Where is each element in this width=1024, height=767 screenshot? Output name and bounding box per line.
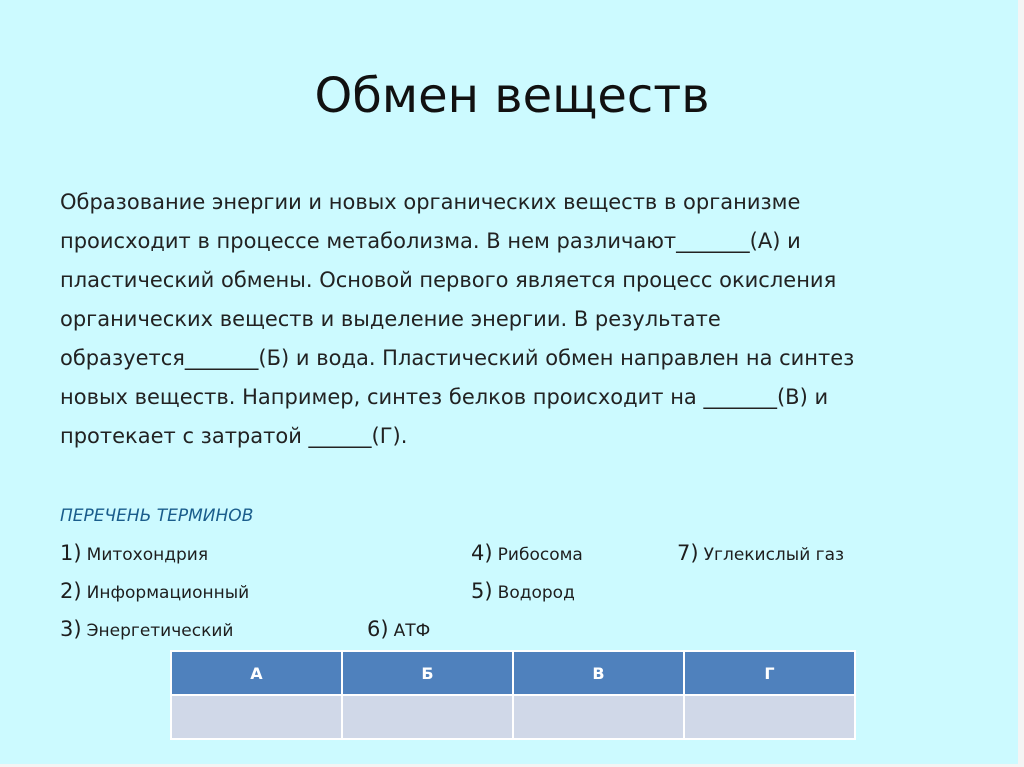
term-item-3 bbox=[60, 617, 233, 641]
term-text: Рибосома bbox=[497, 545, 583, 565]
answer-header-g: Г bbox=[684, 651, 855, 695]
paragraph-line: образуется_______(Б) и вода. Пластический обмен направлен на синтез bbox=[60, 346, 855, 370]
paragraph-line: новых веществ. Например, синтез белков происходит на _______(В) и bbox=[60, 385, 829, 409]
answer-table-header-row bbox=[171, 651, 855, 695]
term-number: 2) bbox=[60, 579, 82, 603]
term-item-7 bbox=[677, 541, 844, 565]
task-paragraph bbox=[60, 183, 960, 456]
term-text: Информационный bbox=[86, 583, 250, 603]
answer-table-row bbox=[171, 695, 855, 739]
answer-cell-g[interactable] bbox=[684, 695, 855, 739]
term-number: 1) bbox=[60, 541, 82, 565]
term-text: Митохондрия bbox=[86, 545, 209, 565]
term-item-1 bbox=[60, 541, 208, 565]
answer-cell-b[interactable] bbox=[342, 695, 513, 739]
paragraph-line: протекает с затратой ______(Г). bbox=[60, 424, 408, 448]
terms-header: ПЕРЕЧЕНЬ ТЕРМИНОВ bbox=[60, 506, 254, 526]
term-item-2 bbox=[60, 579, 249, 603]
answer-cell-v[interactable] bbox=[513, 695, 684, 739]
term-number: 6) bbox=[367, 617, 389, 641]
term-number: 7) bbox=[677, 541, 699, 565]
slide-title: Обмен веществ bbox=[314, 68, 710, 124]
paragraph-line: происходит в процессе метаболизма. В нем различают_______(А) и bbox=[60, 229, 801, 253]
answer-header-v: В bbox=[513, 651, 684, 695]
term-text: Энергетический bbox=[86, 621, 234, 641]
term-text: Углекислый газ bbox=[703, 545, 845, 565]
term-text: Водород bbox=[497, 583, 575, 603]
answer-header-a: А bbox=[171, 651, 342, 695]
paragraph-line: Образование энергии и новых органических веществ в организме bbox=[60, 190, 801, 214]
paragraph-line: пластический обмены. Основой первого является процесс окисления bbox=[60, 268, 837, 292]
term-number: 5) bbox=[471, 579, 493, 603]
term-number: 3) bbox=[60, 617, 82, 641]
answer-header-b: Б bbox=[342, 651, 513, 695]
term-item-4 bbox=[471, 541, 583, 565]
term-number: 4) bbox=[471, 541, 493, 565]
answer-cell-a[interactable] bbox=[171, 695, 342, 739]
term-item-6 bbox=[367, 617, 430, 641]
answer-table bbox=[170, 650, 856, 740]
term-item-5 bbox=[471, 579, 575, 603]
term-text: АТФ bbox=[393, 621, 431, 641]
paragraph-line: органических веществ и выделение энергии. В результате bbox=[60, 307, 721, 331]
